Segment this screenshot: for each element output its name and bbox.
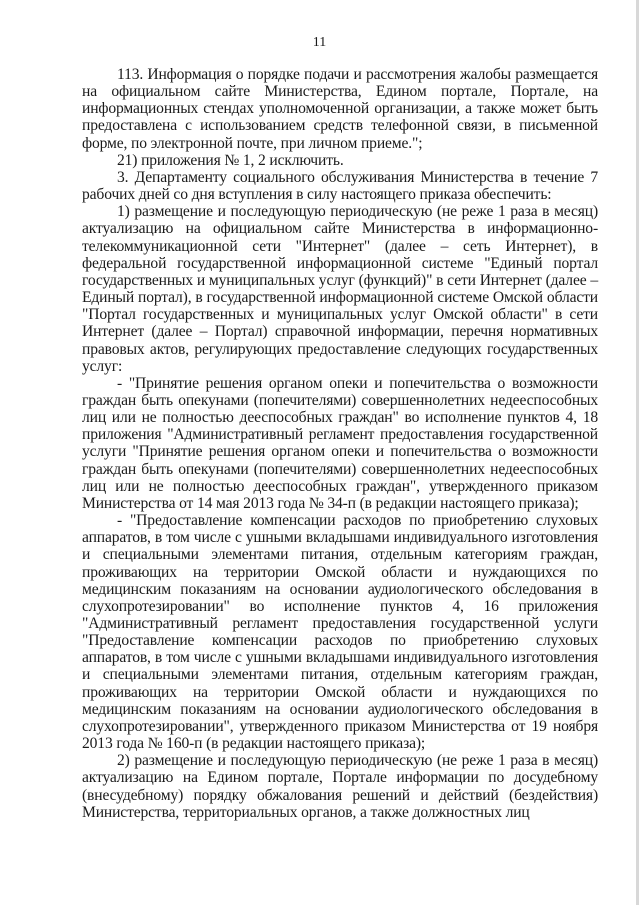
page-number: 11 bbox=[312, 35, 327, 50]
paragraph-department-duty: 3. Департаменту социального обслуживания Министерства в течение 7 рабочих дней со дня вступления в силу настоящего приказа обеспечить: bbox=[82, 168, 598, 204]
paragraph-item-2: 2) размещение и последующую периодическую (не реже 1 раза в месяц) актуализацию на Едином портале, Портале информации по досудебному (внесудебному) порядку обжалования решений и действий (бездействия) Министерства, территориальных органов, а также должностных лиц bbox=[82, 752, 598, 821]
paragraph-complaint-info: 113. Информация о порядке подачи и рассмотрения жалобы размещается на официальном сайте Министерства, Едином портале, Портале, на информационных стендах уполномоченной организации, а также может быть предоставлена с использованием средств телефонной связи, в письменной форме, по электронной почте, при личном приеме."; bbox=[82, 66, 598, 152]
paragraph-item-1: 1) размещение и последующую периодическую (не реже 1 раза в месяц) актуализацию на официальном сайте Министерства в информационно-телекоммуникационной сети "Интернет" (далее – сеть Интернет), в федеральной государственной информационной системе "Единый портал государственных и муниципальных услуг (функций)" в сети Интернет (далее – Единый портал), в государственной информационной системе Омской области "Портал государственных и муниципальных услуг Омской области" в сети Интернет (далее – Портал) справочной информации, перечня нормативных правовых актов, регулирующих предоставление следующих государственных услуг: bbox=[82, 203, 598, 375]
paragraph-appendix-removal: 21) приложения № 1, 2 исключить. bbox=[117, 151, 344, 169]
paragraph-hearing-aid-service: - "Предоставление компенсации расходов по приобретению слуховых аппаратов, в том числе с ушными вкладышами индивидуального изготовления и специальными элементами питания, отдельным категориям граждан, проживающих на территории Омской области и нуждающихся по медицинским показаниям на основании аудиологического обследования в слухопротезировании" во исполнение пунктов 4, 16 приложения "Административный регламент предоставления государственной услуги "Предоставление компенсации расходов по приобретению слуховых аппаратов, в том числе с ушными вкладышами индивидуального изготовления и специальными элементами питания, отдельным категориям граждан, проживающих на территории Омской области и нуждающихся по медицинским показаниям на основании аудиологического обследования в слухопротезировании", утвержденного приказом Министерства от 19 ноября 2013 года № 160-п (в редакции настоящего приказа); bbox=[82, 512, 598, 753]
paragraph-guardianship-service: - "Принятие решения органом опеки и попечительства о возможности граждан быть опекунами (попечителями) совершеннолетних недееспособных лиц или не полностью дееспособных граждан" во исполнение пунктов 4, 18 приложения "Административный регламент предоставления государственной услуги "Принятие решения органом опеки и попечительства о возможности граждан быть опекунами (попечителями) совершеннолетних недееспособных лиц или не полностью дееспособных граждан", утвержденного приказом Министерства от 14 мая 2013 года № 34-п (в редакции настоящего приказа); bbox=[82, 374, 598, 512]
document-body bbox=[82, 66, 598, 821]
